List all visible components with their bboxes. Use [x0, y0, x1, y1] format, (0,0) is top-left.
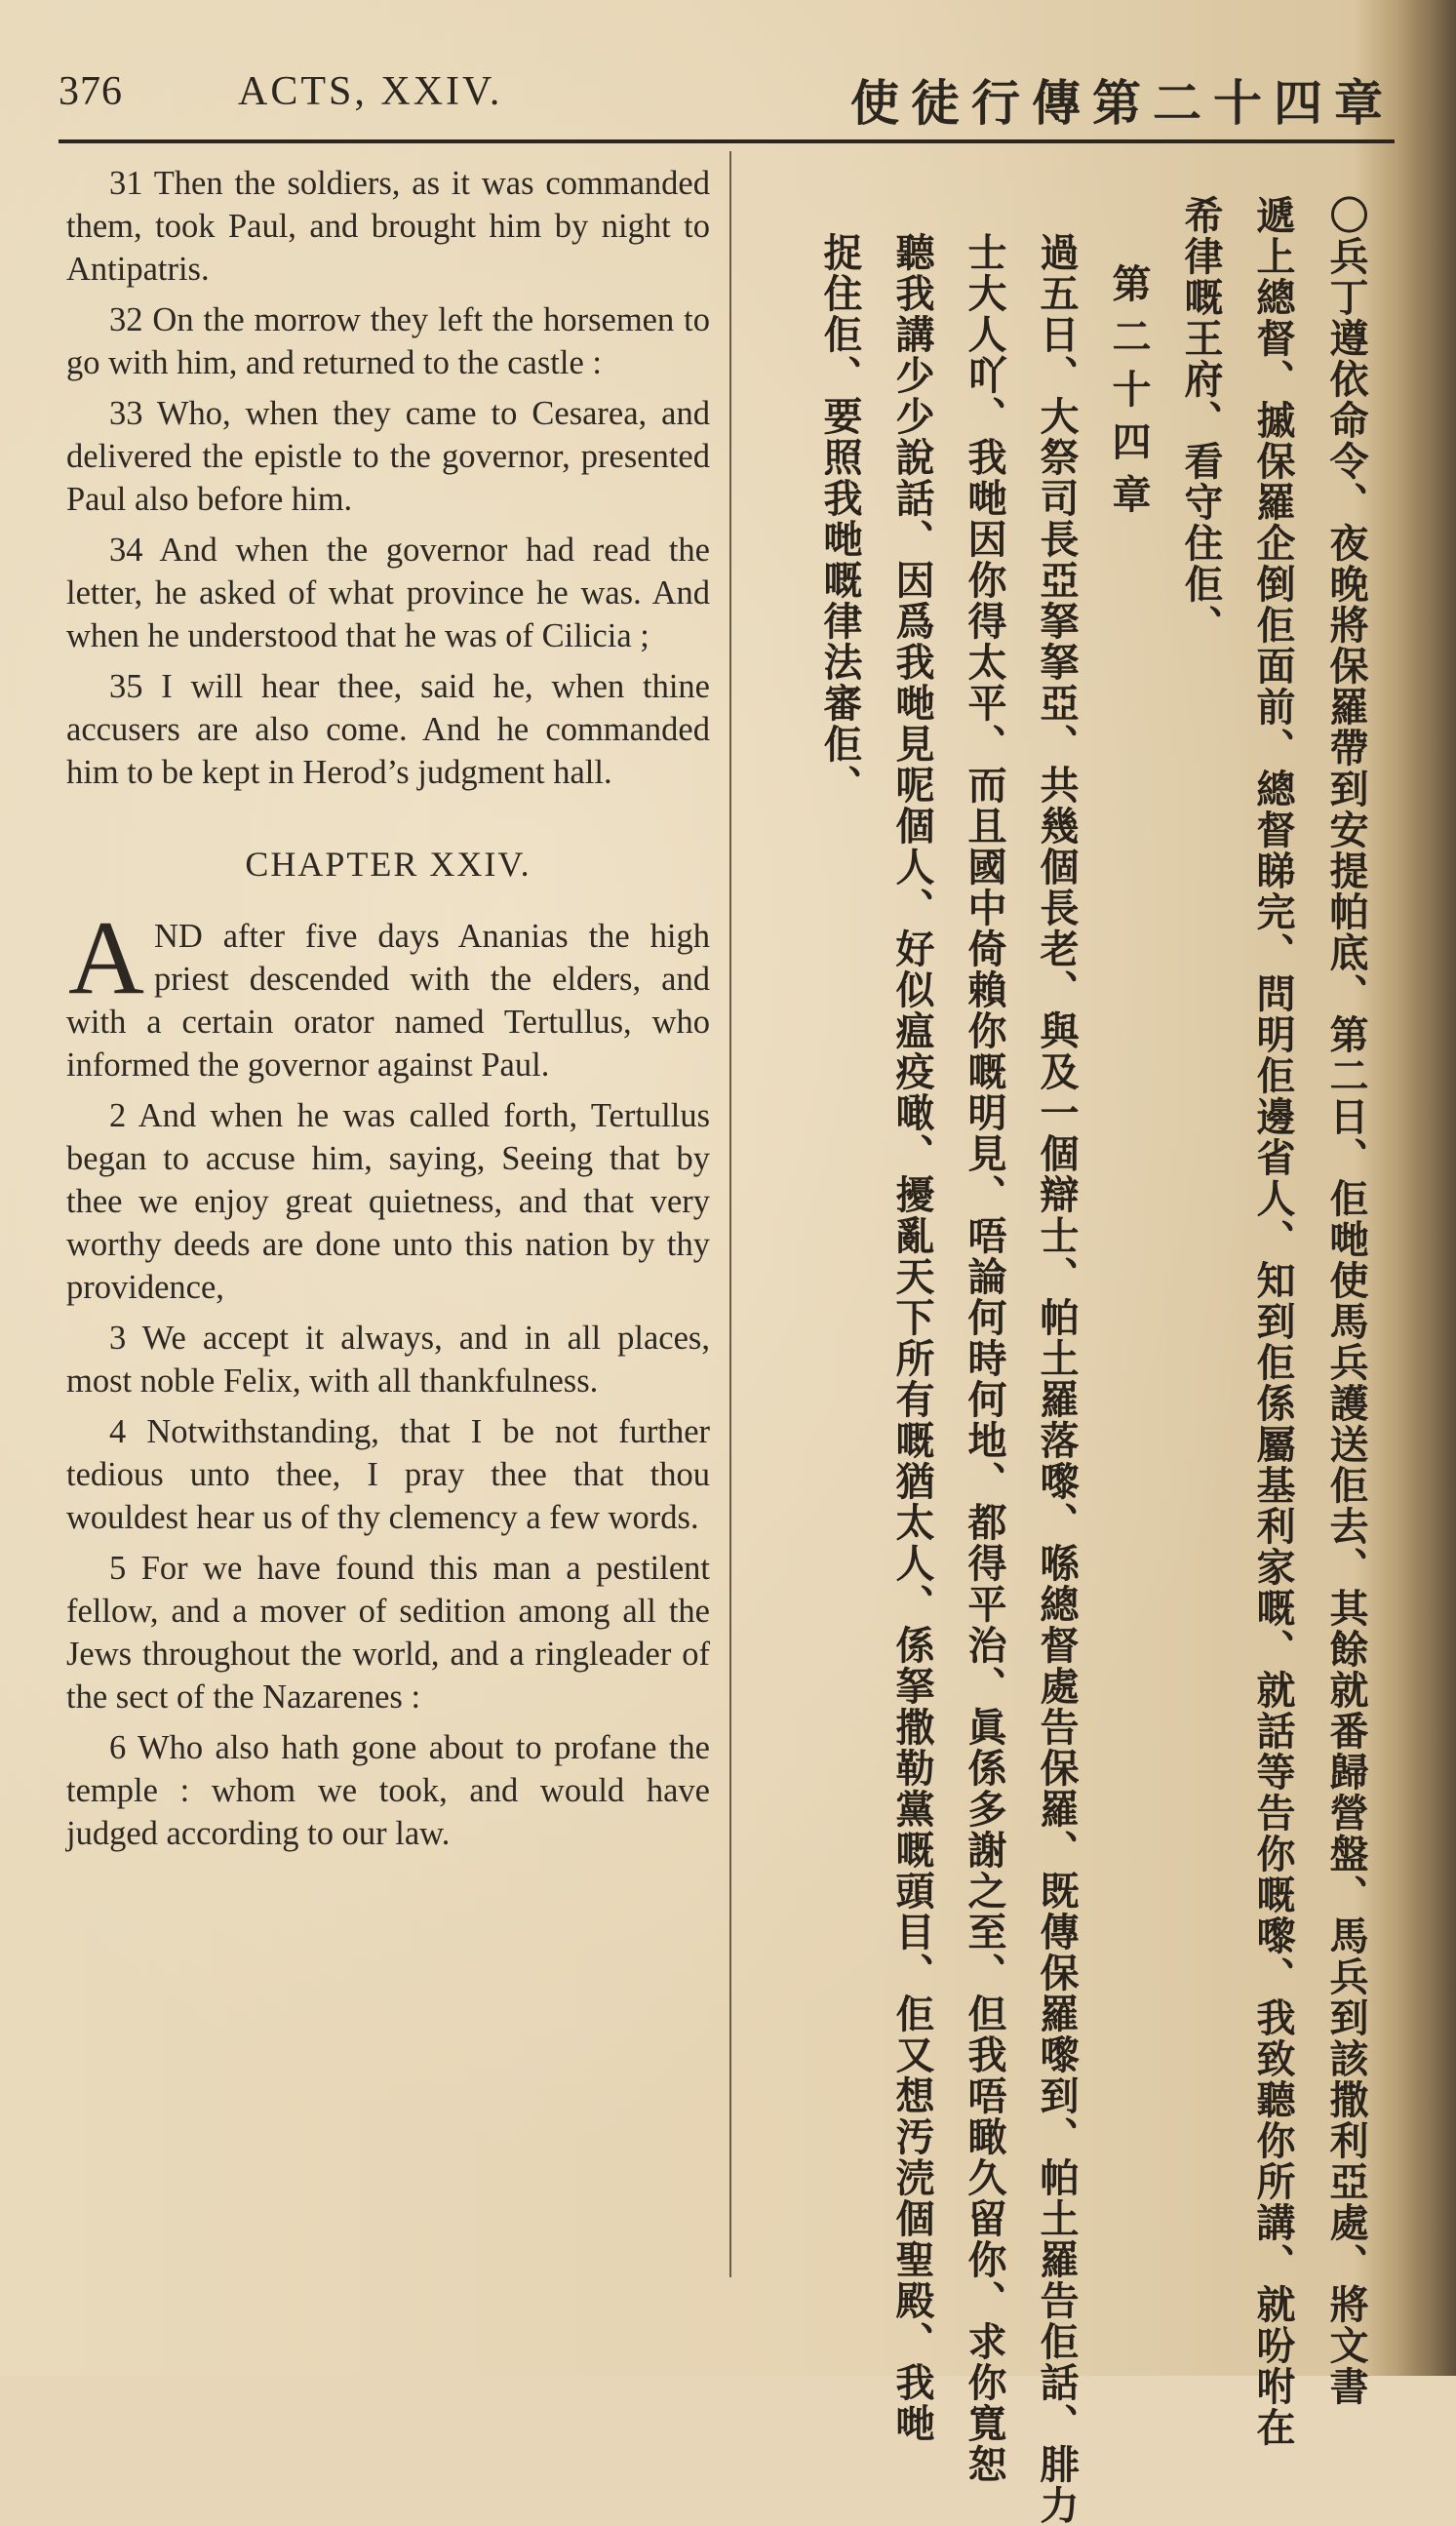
chinese-running-title: 使徒行傳第二十四章	[850, 75, 1395, 132]
chinese-text-column-2: 遞上總督、摵保羅企倒佢面前、總督睇完、問明佢邊省人、知到佢係屬基利家嘅、就話等告你嘅嚟、我致聽你所講、就吩咐在	[1250, 195, 1295, 2448]
verse-1	[66, 900, 710, 1086]
drop-cap: A	[68, 900, 144, 1016]
page-number: 376	[59, 69, 123, 114]
header-rule	[59, 139, 1395, 143]
chinese-text-column-1: 〇兵丁遵依命令、夜晚將保羅帶到安提帕底、第二日、佢哋使馬兵護送佢去、其餘就番歸營盤、馬兵到該撒利亞處、將文書	[1323, 195, 1368, 2407]
verse-5: 5 For we have found this man a pestilent fellow, and a mover of sedition among all the Jews throughout the world, and a ringleader of the sect of the Nazarenes :	[66, 1550, 710, 1716]
english-column	[66, 162, 710, 1863]
verse-3: 3 We accept it always, and in all places, most noble Felix, with all thankfulness.	[66, 1320, 710, 1400]
chinese-text-column-4: 過五日、大祭司長亞拏拏亞、共幾個長老、與及一個辯士、帕土羅落嚟、喺總督處告保羅、既傳保羅嚟到、帕土羅告佢話、腓力	[1034, 232, 1079, 2526]
chinese-text-column-3: 希律嘅王府、看守住佢、	[1178, 195, 1223, 646]
verse-34: 34 And when the governor had read the letter, he asked of what province he was. And when he understood that he was of Cilicia ;	[66, 532, 710, 654]
chinese-text-column-6: 聽我講少少說話、因爲我哋見呢個人、好似瘟疫噉、擾亂天下所有嘅猶太人、係拏撒勒黨嘅頭目、佢又想汚涜個聖殿、我哋	[889, 232, 934, 2444]
page-edge-shadow	[1397, 0, 1456, 2376]
verse-33: 33 Who, when they came to Cesarea, and delivered the epistle to the governor, presented Paul also before him.	[66, 395, 710, 518]
column-divider	[729, 151, 731, 2277]
running-title: ACTS, XXIV.	[238, 69, 503, 114]
verse-6: 6 Who also hath gone about to profane the temple : whom we took, and would have judged according to our law.	[66, 1729, 710, 1852]
chinese-column	[746, 195, 1390, 2526]
chinese-text-column-7: 捉住佢、要照我哋嘅律法審佢、	[817, 232, 862, 806]
chinese-text-column-5: 士大人吖、我哋因你得太平、而且國中倚賴你嘅明見、唔論何時何地、都得平治、眞係多謝之至、但我唔瞰久留你、求你寬恕	[962, 232, 1006, 2485]
chapter-heading: CHAPTER XXIV.	[245, 845, 531, 884]
verse-31: 31 Then the soldiers, as it was commanded them, took Paul, and brought him by night to Antipatris.	[66, 165, 710, 288]
verse-35: 35 I will hear thee, said he, when thine accusers are also come. And he commanded him to be kept in Herod’s judgment hall.	[66, 668, 710, 791]
verse-2: 2 And when he was called forth, Tertullus began to accuse him, saying, Seeing that by thee we enjoy great quietness, and that very worthy deeds are done unto this nation by thy providence,	[66, 1097, 710, 1306]
verse-4: 4 Notwithstanding, that I be not further tedious unto thee, I pray thee that thou wouldest hear us of thy clemency a few words.	[66, 1413, 710, 1536]
verse-32: 32 On the morrow they left the horsemen to go with him, and returned to the castle :	[66, 301, 710, 381]
page-header	[59, 60, 1395, 132]
chinese-chapter-heading: 第二十四章	[1106, 263, 1151, 527]
verse-1-text: ND after five days Ananias the high priest descended with the elders, and with a certain orator named Tertullus, who informed the governor against Paul.	[66, 918, 710, 1084]
